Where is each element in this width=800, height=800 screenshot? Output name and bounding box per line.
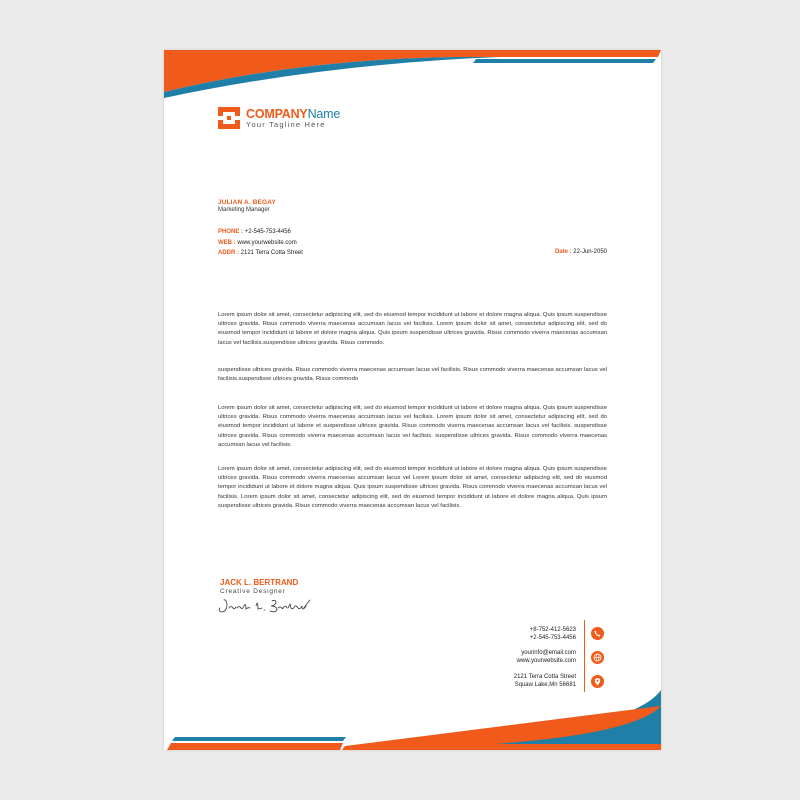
signer-title: Creative Designer: [220, 588, 286, 595]
header-decoration: [164, 50, 661, 110]
signer-block: [220, 578, 298, 595]
logo-mark-icon: [218, 107, 240, 129]
body-paragraph: Lorem ipsum dolor sit amet, consectetur adipiscing elit, sed do eiusmod tempor incididunt ut labore et dolore magna aliqua. Quis ipsum suspendisse ultrices gravida. Risus commodo viverra maecenas accumsan lacus vel Lorem ipsum dolor sit amet, consectetur adipiscing elit, sed do eiusmod tempor incididunt ut labore et dolore magna aliqua. Quis ipsum suspendisse ultrices gravida. Risus commodo viverra maecenas accumsan lacus vel facilisis. Lorem ipsum dolor sit amet, consectetur adipiscing elit, sed do eiusmod tempor incididunt ut labore et dolore magna aliqua. Quis ipsum suspendisse ultrices gravida. Risus commodo viverra maecenas accumsan lacus vel facilisis.: [218, 466, 607, 509]
letter-date: Date : 22-Jun-2050: [554, 249, 607, 255]
body-paragraph: Lorem ipsum dolor sit amet, consectetur adipiscing elit, sed do eiusmod tempor incididunt ut labore et dolore magna aliqua. Quis ipsum suspendisse ultrices gravida. Risus commodo viverra maecenas accumsan lacus vel facilisis. Lorem ipsum dolor sit amet, consectetur adipiscing elit, sed do eiusmod tempor incididunt ut labore et dolore magna aliqua. Quis ipsum suspendisse ultrices gravida. Risus commodo viverra maecenas accumsan lacus vel facilisis.suspendisse ultrices gravida. Risus commodo.: [218, 312, 607, 346]
company-logo: [218, 107, 340, 129]
handwritten-signature: [216, 596, 316, 618]
contact-phone: PHONE : +2-545-753-4456: [218, 229, 291, 235]
sender-contacts: [218, 227, 303, 259]
footer-decoration: [164, 682, 661, 750]
contact-web: WEB : www.yourwebsite.com: [218, 239, 297, 246]
sender-title: Marketing Manager: [218, 207, 270, 213]
body-paragraph: Lorem ipsum dolor sit amet, consectetur adipiscing elit, sed do eiusmod tempor incididunt ut labore et dolore magna aliqua. Quis ipsum suspendisse ultrices gravida. Risus commodo viverra maecenas accumsan lacus vel facilisis. Lorem ipsum dolor sit amet, consectetur adipiscing elit, sed do eiusmod tempor incididunt ut labore et suspendisse ultrices gravida. Risus commodo viverra maecenas accumsan lacus vel facilisis. suspendisse ultrices gravida. Risus commodo viverra maecenas accumsan lacus vel facilisis. suspendisse ultrices gravida. Risus commodo viverra maecenas accumsan lacus vel facilisis.: [218, 405, 607, 448]
letterhead-page: [164, 50, 661, 750]
footer-address: 2121 Terra Cotta Street Squaw Lake,Mn 56681: [513, 674, 576, 689]
contact-address: ADDR : 2121 Terra Cotta Street: [218, 250, 303, 256]
brand-name: COMPANYName: [246, 106, 341, 121]
sender-block: [218, 199, 276, 213]
globe-icon: [591, 651, 604, 664]
phone-icon: [591, 627, 604, 640]
footer-web: yourinfo@email.com www.yourwebsite.com: [516, 650, 576, 665]
sender-name: JULIAN A. BEGAY: [218, 199, 276, 206]
signer-name: JACK L. BERTRAND: [220, 578, 299, 587]
tagline: Your Tagline Here: [246, 120, 326, 129]
footer-phones: +8-752-412-5623 +2-545-753-4456: [529, 627, 576, 642]
body-paragraph: suspendisse ultrices gravida. Risus commodo viverra maecenas accumsan lacus vel facilisis. Risus commodo viverra maecenas accumsan lacus vel facilisis.suspendisse ultrices gravida. Risus commodo: [218, 367, 607, 383]
